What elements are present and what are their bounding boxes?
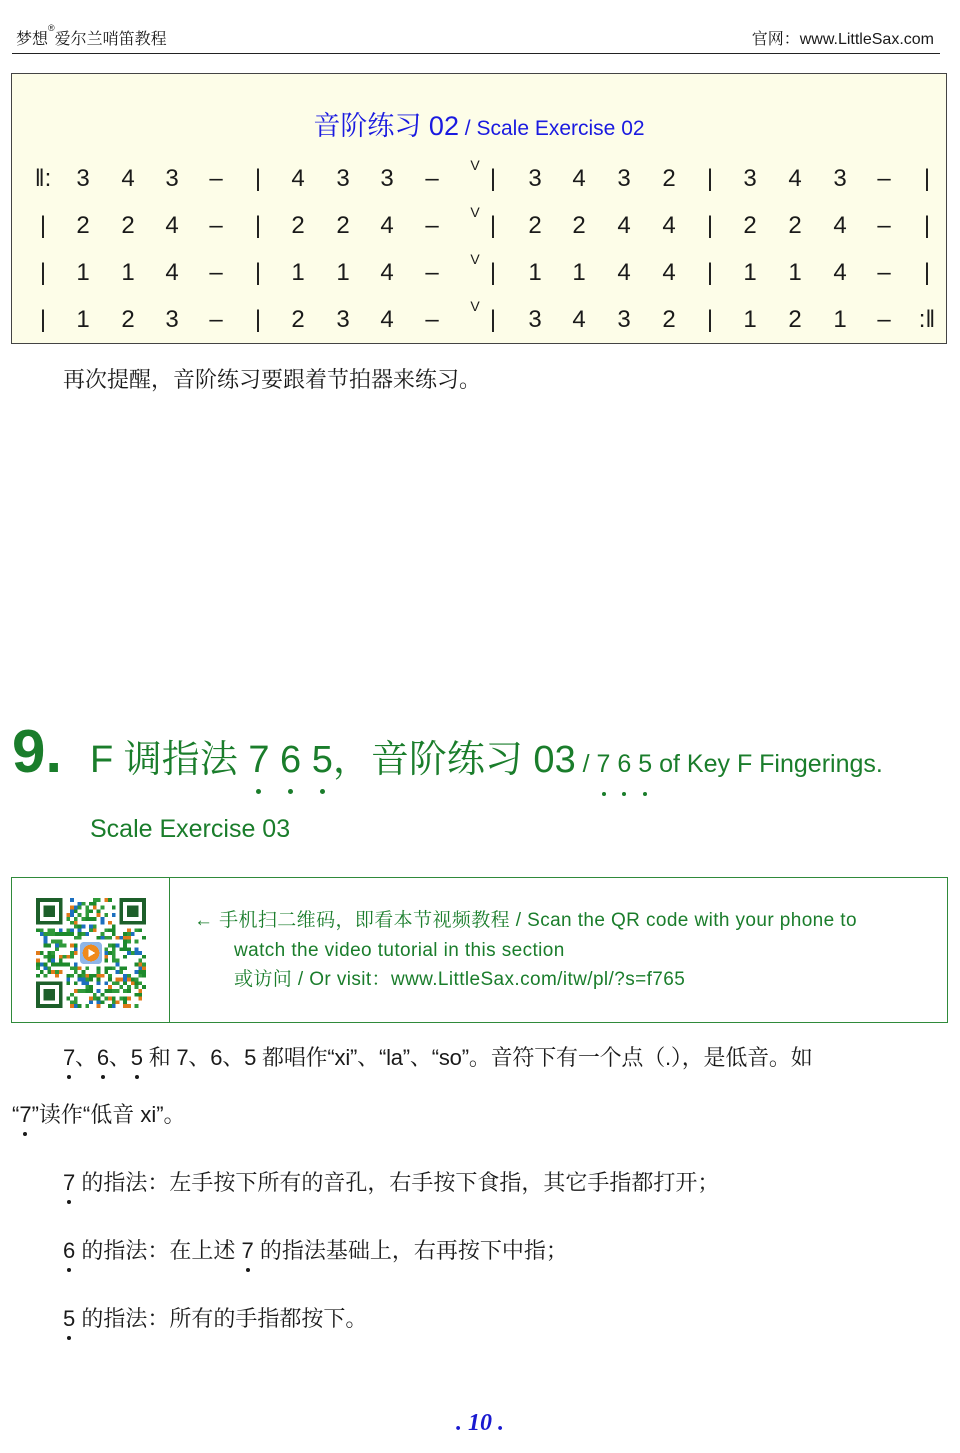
barline: | [489,165,497,192]
note: 4 [617,259,631,286]
note: 1 [743,259,757,286]
note: 1 [833,306,847,333]
extension-dash: – [209,165,223,192]
barline: | [706,306,714,333]
note: 1 [76,259,90,286]
note: 4 [380,259,394,286]
qr-instructions [194,906,857,995]
low-notes-example: “7”读作“低音 xi”。 [12,1102,186,1127]
barline: | [39,259,47,286]
barline: | [923,165,931,192]
note: 3 [528,165,542,192]
note: 3 [833,165,847,192]
note: 4 [662,212,676,239]
note: 4 [617,212,631,239]
note: 3 [743,165,757,192]
barline: | [489,306,497,333]
extension-dash: – [209,212,223,239]
reminder-text: 再次提醒，音阶练习要跟着节拍器来练习。 [63,367,482,392]
section-subtitle: Scale Exercise 03 [90,815,291,843]
note: 1 [291,259,305,286]
note: 2 [121,306,135,333]
note: 1 [788,259,802,286]
note: 4 [165,259,179,286]
note: 3 [617,306,631,333]
note: 3 [617,165,631,192]
qr-code-icon[interactable] [36,898,146,1008]
note: 4 [788,165,802,192]
extension-dash: – [877,212,891,239]
qr-line-2: watch the video tutorial in this section [234,939,565,961]
barline: | [706,212,714,239]
note: 1 [743,306,757,333]
note: 1 [572,259,586,286]
section-title: F 调指法 7 6 5，音阶练习 03 / 7 6 5 of Key F Fingerings. [90,738,883,790]
note: 2 [788,212,802,239]
low-notes-paragraph: 7、6、5 和 7、6、5 都唱作“xi”、“la”、“so”。音符下有一个点（.），是低音。如 [63,1045,813,1070]
note: 4 [380,212,394,239]
barline: | [254,306,262,333]
page-number: . 10 . [456,1410,504,1436]
header-website: 官网：www.LittleSax.com [751,31,934,48]
note: 1 [528,259,542,286]
breath-mark: V [470,204,480,220]
barline: | [254,259,262,286]
note: 3 [528,306,542,333]
header-title: 梦想®爱尔兰哨笛教程 [16,23,167,48]
note: 2 [572,212,586,239]
extension-dash: – [425,212,439,239]
note: 2 [743,212,757,239]
note: 3 [165,165,179,192]
scale-exercise-02-score [11,73,947,344]
extension-dash: – [425,306,439,333]
note: 3 [165,306,179,333]
breath-mark: V [470,298,480,314]
note: 4 [165,212,179,239]
note: 1 [121,259,135,286]
extension-dash: – [425,259,439,286]
barline: | [489,259,497,286]
fingering-7: 7 的指法：左手按下所有的音孔，右手按下食指，其它手指都打开； [63,1170,720,1195]
extension-dash: – [877,165,891,192]
note: 2 [528,212,542,239]
section-number: 9. [12,718,63,785]
barline: | [39,212,47,239]
barline: | [706,259,714,286]
note: 4 [572,306,586,333]
note: 4 [572,165,586,192]
breath-mark: V [470,251,480,267]
note: 2 [291,306,305,333]
barline: | [923,259,931,286]
note: 2 [121,212,135,239]
barline: | [489,212,497,239]
note: 4 [833,259,847,286]
note: 2 [336,212,350,239]
qr-box-divider [169,878,170,1022]
note: 3 [336,306,350,333]
video-tutorial-box [11,877,948,1023]
note: 1 [76,306,90,333]
barline: | [254,165,262,192]
note: 1 [336,259,350,286]
note: 2 [291,212,305,239]
extension-dash: – [209,306,223,333]
barline: | [39,306,47,333]
extension-dash: – [209,259,223,286]
note: 4 [833,212,847,239]
extension-dash: – [877,259,891,286]
registered-mark: ® [48,23,55,33]
header-divider [12,53,940,54]
qr-line-3[interactable]: 或访问 / Or visit：www.LittleSax.com/itw/pl/?s=f765 [234,969,686,990]
score-title: 音阶练习 02 / Scale Exercise 02 [313,111,645,141]
note: 3 [336,165,350,192]
note: 4 [291,165,305,192]
note: 2 [662,165,676,192]
note: 3 [76,165,90,192]
barline: | [923,212,931,239]
note: 3 [380,165,394,192]
note: 4 [662,259,676,286]
note: 4 [380,306,394,333]
extension-dash: – [425,165,439,192]
barline: :‖ [918,306,936,333]
barline: | [254,212,262,239]
barline: | [706,165,714,192]
breath-mark: V [470,157,480,173]
fingering-5: 5 的指法：所有的手指都按下。 [63,1306,368,1331]
fingering-6: 6 的指法：在上述 7 的指法基础上，右再按下中指； [63,1238,568,1263]
note: 4 [121,165,135,192]
note: 2 [76,212,90,239]
qr-line-1: ← 手机扫二维码，即看本节视频教程 / Scan the QR code with your phone to [194,910,857,931]
note: 2 [662,306,676,333]
extension-dash: – [877,306,891,333]
barline: ‖: [34,165,52,192]
note: 2 [788,306,802,333]
